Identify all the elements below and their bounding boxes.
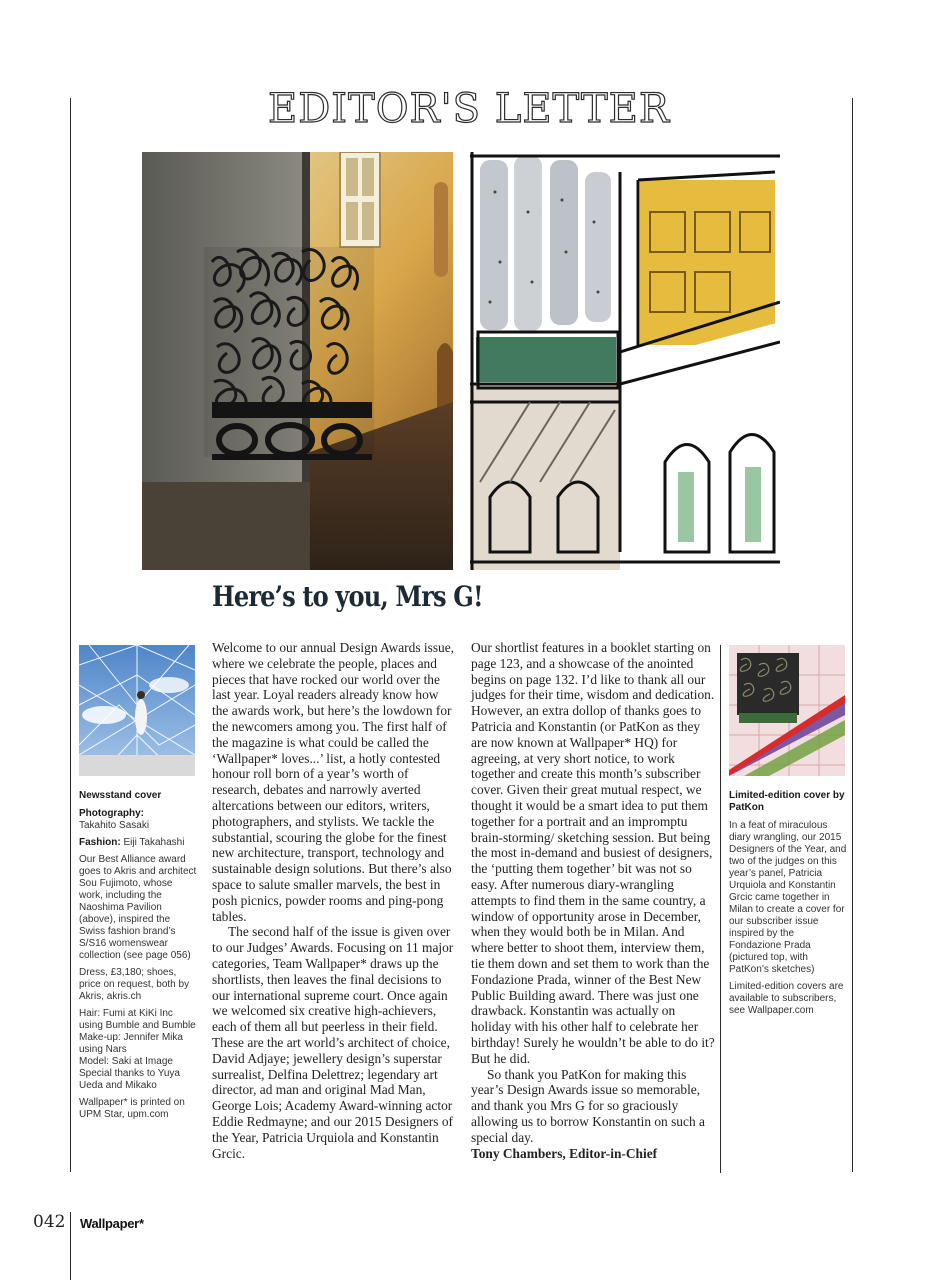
- limited-edition-cover-caption: [729, 790, 847, 1022]
- credit-label: Fashion:: [79, 837, 121, 848]
- left-margin-rule: [70, 98, 71, 1172]
- section-title: EDITOR'S LETTER: [268, 86, 670, 132]
- footer-divider-rule: [70, 1212, 71, 1280]
- limited-edition-cover-image: [729, 645, 845, 776]
- caption-title: Newsstand cover: [79, 790, 162, 801]
- credit-list: [79, 1008, 197, 1092]
- credit-label: Photography:: [79, 808, 144, 819]
- body-paragraph: The second half of the issue is given over to our Judges’ Awards. Focusing on 11 major categories, Team Wallpaper* draws up the shortlists, then leaves the final decisions to our international supreme court. Once again we welcomed six creative high-achievers, each of them all but peerless in their field. These are the art world’s architect of choice, David Adjaye; jewellery design’s superstar surrealist, Delfina Delettrez; legendary art director, ad man and original Mad Man, George Lois; Academy Award-winning actor Eddie Redmayne; and our 2015 Designers of the Year, Patricia Urquiola and Konstantin Grcic.: [212, 924, 454, 1161]
- body-paragraph: Our shortlist features in a booklet starting on page 123, and a showcase of the anointed begins on page 132. I’d like to thank all our judges for their time, wisdom and dedication. However, an extra dollop of thanks goes to Patricia and Konstantin (or PatKon as they are now known at Wallpaper* HQ) for agreeing, at very short notice, to work together and create this month’s subscriber cover. Given their great mutual respect, we thought it would be a smart idea to put them together for a portrait and an impromptu brain-storming/ sketching session. But being the most in-demand and busiest of designers, the ‘putting them together’ bit was not so easy. After numerous diary-wrangling attempts to find them in the same country, a window of opportunity arose in December, when they would both be in Milan. And where better to shoot them, interview them, tie them down and set them to work than the Fondazione Prada, winner of the Best New Public Building award. There was just one drawback. Konstantin was actually on holiday with his other half to celebrate her birthday! Surely he wouldn’t be able to do it? But he did.: [471, 640, 715, 1066]
- body-column-1: [212, 640, 456, 1161]
- credit-model: Model: Saki at Image: [79, 1056, 173, 1067]
- newsstand-cover-caption: [79, 790, 197, 1126]
- credit-value: Takahito Sasaki: [79, 820, 150, 831]
- hero-sketch-illustration: [470, 152, 780, 570]
- caption-description: Our Best Alliance award goes to Akris and architect Sou Fujimoto, whose work, including the Naoshima Pavilion (above), inspired the Swiss fashion brand’s S/S16 womenswear collection (see page 056): [79, 854, 197, 961]
- caption-printed: Wallpaper* is printed on UPM Star, upm.com: [79, 1097, 185, 1120]
- brand-logo: Wallpaper*: [80, 1216, 144, 1231]
- caption-availability: Limited-edition covers are available to subscribers, see Wallpaper.com: [729, 981, 844, 1016]
- credit-fashion: [79, 837, 197, 849]
- credit-hair: Hair: Fumi at KiKi Inc using Bumble and Bumble: [79, 1008, 196, 1031]
- body-paragraph: Welcome to our annual Design Awards issue, where we celebrate the people, places and pieces that have rocked our world over the last year. Loyal readers already know how the awards work, but here’s the lowdown for the newcomers among you. The first half of the magazine is what could be called the ‘Wallpaper* loves...’ list, a hotly contested honour roll born of a year’s worth of research, debates and narrowly averted altercations between our editors, writers, photographers, and stylists. We tackle the substantial, scouring the globe for the finest new architecture, transport, technology and sustainable design solutions. But there’s also space to salute smaller marvels, the best in posh picnics, powder rooms and ping-pong tables.: [212, 640, 455, 924]
- body-paragraph: So thank you PatKon for making this year’s Design Awards issue so memorable, and thank you Mrs G for so graciously allowing us to borrow Konstantin on such a special day.: [471, 1066, 705, 1145]
- credit-makeup: Make-up: Jennifer Mika using Nars: [79, 1032, 183, 1055]
- right-margin-rule: [852, 98, 853, 1172]
- column-divider-rule: [720, 645, 721, 1173]
- credit-photography: [79, 808, 197, 832]
- editor-signature: Tony Chambers, Editor-in-Chief: [471, 1145, 658, 1161]
- caption-dress: Dress, £3,180; shoes, price on request, both by Akris, akris.ch: [79, 967, 190, 1002]
- hero-photograph: [142, 152, 453, 570]
- article-headline: Here’s to you, Mrs G!: [212, 580, 483, 613]
- newsstand-cover-image: [79, 645, 195, 776]
- credit-thanks: Special thanks to Yuya Ueda and Mikako: [79, 1068, 180, 1091]
- caption-title: Limited-edition cover by PatKon: [729, 790, 845, 813]
- body-column-2: [471, 640, 715, 1161]
- caption-description: In a feat of miraculous diary wrangling, our 2015 Designers of the Year, and two of the judges on this year’s panel, Patricia Urquiola and Konstantin Grcic came together in Milan to create a cover for our subscriber issue inspired by the Fondazione Prada (pictured top, with PatKon’s sketches): [729, 820, 847, 975]
- page-number: 042: [33, 1212, 66, 1232]
- credit-value: Eiji Takahashi: [123, 837, 185, 848]
